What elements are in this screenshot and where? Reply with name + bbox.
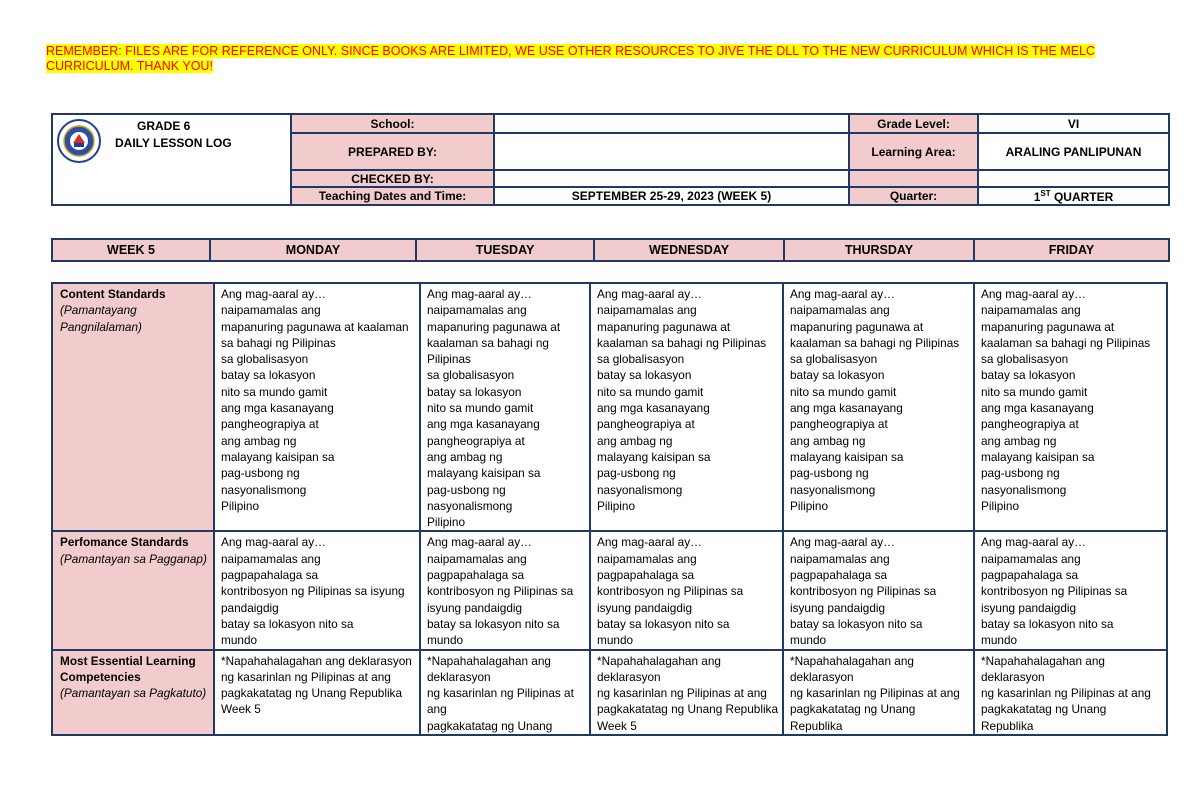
friday-cell: [974, 283, 1167, 531]
cell-line: mapanuring pagunawa at: [790, 319, 924, 334]
grade-title: GRADE 6: [137, 119, 191, 133]
title-cell: [52, 114, 291, 205]
quarter-superscript: ST: [1040, 188, 1051, 198]
cell-line: pagpapahalaga sa: [981, 568, 1079, 583]
header-table: [51, 113, 1170, 206]
cell-line: batay sa lokasyon: [597, 368, 692, 383]
cell-line: deklarasyon: [597, 669, 661, 684]
cell-line: nito sa mundo gamit: [221, 384, 328, 399]
wednesday-cell: [590, 531, 783, 649]
quarter-label: Quarter:: [849, 187, 978, 205]
cell-line: deklarasyon: [981, 669, 1045, 684]
cell-line: pag-usbong ng: [790, 466, 869, 481]
quarter-value: [978, 187, 1169, 205]
cell-line: kaalaman sa bahagi ng Pilipinas: [597, 335, 767, 350]
school-label: School:: [291, 114, 494, 133]
cell-line: pagpapahalaga sa: [427, 568, 525, 583]
cell-line: malayang kaisipan sa: [597, 449, 711, 464]
cell-line: Ang mag-aaral ay…: [981, 287, 1086, 301]
cell-line: kontribosyon ng Pilipinas sa: [790, 584, 937, 599]
cell-line: Pilipino: [981, 498, 1020, 513]
performance-standards-row: [52, 531, 1167, 649]
cell-line: mundo: [427, 633, 464, 648]
row-subtitle: (Pamantayan sa Pagganap): [60, 551, 207, 566]
monday-cell: [214, 650, 420, 735]
cell-line: kaalaman sa bahagi ng: [427, 335, 549, 350]
learning-area-value: ARALING PANLIPUNAN: [978, 133, 1169, 170]
row-title: Perfomance Standards: [60, 535, 189, 550]
row-subtitle: (Pamantayang Pangnilalaman): [60, 303, 142, 334]
monday-header: MONDAY: [210, 239, 416, 261]
cell-line: Pilipino: [790, 498, 829, 513]
cell-line: naipamamalas ang: [221, 551, 321, 566]
cell-line: pag-usbong ng: [427, 482, 506, 497]
cell-line: naipamamalas ang: [427, 551, 527, 566]
cell-line: mapanuring pagunawa at: [597, 319, 731, 334]
cell-line: deklarasyon: [427, 669, 491, 684]
cell-line: batay sa lokasyon nito sa: [427, 616, 560, 631]
cell-line: malayang kaisipan sa: [790, 449, 904, 464]
dates-label: Teaching Dates and Time:: [291, 187, 494, 205]
cell-line: naipamamalas ang: [597, 551, 697, 566]
cell-line: pagkakatatag ng Unang Republika: [597, 702, 779, 717]
cell-line: naipamamalas ang: [981, 551, 1081, 566]
cell-line: pangheograpiya at: [221, 417, 319, 432]
blank-value-cell: [978, 170, 1169, 187]
cell-line: sa globalisasyon: [790, 352, 878, 367]
cell-line: pag-usbong ng: [221, 466, 300, 481]
cell-line: pagpapahalaga sa: [597, 568, 695, 583]
thursday-cell: [783, 283, 974, 531]
cell-line: isyung pandaigdig: [790, 600, 886, 615]
cell-line: naipamamalas ang: [597, 303, 697, 318]
cell-line: pangheograpiya at: [981, 417, 1079, 432]
day-header-table: [51, 238, 1170, 262]
blank-label-cell: [849, 170, 978, 187]
week-header: WEEK 5: [52, 239, 210, 261]
cell-line: Pilipinas: [427, 352, 471, 367]
cell-line: mapanuring pagunawa at kaalaman: [221, 319, 409, 334]
friday-cell: [974, 531, 1167, 649]
cell-line: *Napahahalagahan ang: [981, 653, 1105, 668]
wednesday-cell: [590, 283, 783, 531]
cell-line: pagkakatatag ng Unang: [427, 718, 553, 733]
cell-line: nito sa mundo gamit: [981, 384, 1088, 399]
cell-line: pangheograpiya at: [427, 433, 525, 448]
cell-line: pag-usbong ng: [981, 466, 1060, 481]
cell-line: naipamamalas ang: [790, 551, 890, 566]
cell-line: Pilipino: [427, 515, 466, 530]
cell-line: ang mga kasanayang: [790, 401, 903, 416]
cell-line: nasyonalismong: [427, 498, 513, 513]
cell-line: nito sa mundo gamit: [427, 401, 534, 416]
cell-line: Pilipino: [597, 498, 636, 513]
wednesday-cell: [590, 650, 783, 735]
tuesday-cell: [420, 650, 590, 735]
cell-line: pangheograpiya at: [790, 417, 888, 432]
checked-by-label: CHECKED BY:: [291, 170, 494, 187]
cell-line: isyung pandaigdig: [981, 600, 1077, 615]
row-label: [52, 650, 214, 735]
cell-line: kontribosyon ng Pilipinas sa: [981, 584, 1128, 599]
monday-cell: [214, 531, 420, 649]
cell-line: sa bahagi ng Pilipinas: [221, 335, 336, 350]
cell-line: batay sa lokasyon: [427, 384, 522, 399]
prepared-by-value[interactable]: [494, 133, 849, 170]
cell-line: sa globalisasyon: [597, 352, 685, 367]
cell-line: batay sa lokasyon nito sa: [221, 616, 354, 631]
cell-line: Ang mag-aaral ay…: [427, 287, 532, 301]
competencies-row: [52, 650, 1167, 735]
cell-line: Ang mag-aaral ay…: [221, 287, 326, 301]
cell-line: pagkakatatag ng Unang: [981, 702, 1107, 717]
cell-line: Ang mag-aaral ay…: [221, 535, 326, 550]
monday-cell: [214, 283, 420, 531]
cell-line: batay sa lokasyon nito sa: [981, 616, 1114, 631]
cell-line: batay sa lokasyon: [221, 368, 316, 383]
cell-line: ang ambag ng: [597, 433, 673, 448]
cell-line: kaalaman sa bahagi ng Pilipinas: [790, 335, 960, 350]
cell-line: batay sa lokasyon: [790, 368, 885, 383]
cell-line: Pilipino: [221, 498, 260, 513]
cell-line: ang ambag ng: [981, 433, 1057, 448]
tuesday-cell: [420, 531, 590, 649]
learning-area-label: Learning Area:: [849, 133, 978, 170]
tuesday-cell: [420, 283, 590, 531]
tuesday-header: TUESDAY: [416, 239, 594, 261]
wednesday-header: WEDNESDAY: [594, 239, 784, 261]
cell-line: nasyonalismong: [981, 482, 1067, 497]
cell-line: Republika: [790, 718, 843, 733]
cell-line: mapanuring pagunawa at: [981, 319, 1115, 334]
row-title: Most Essential Learning Competencies: [60, 653, 196, 684]
cell-line: Ang mag-aaral ay…: [597, 535, 702, 550]
cell-line: ang mga kasanayang: [427, 417, 540, 432]
deped-seal-icon: [57, 119, 101, 163]
cell-line: batay sa lokasyon nito sa: [790, 616, 923, 631]
cell-line: Ang mag-aaral ay…: [790, 287, 895, 301]
cell-line: ng kasarinlan ng Pilipinas at: [427, 686, 574, 701]
cell-line: Ang mag-aaral ay…: [790, 535, 895, 550]
cell-line: nasyonalismong: [597, 482, 683, 497]
cell-line: isyung pandaigdig: [597, 600, 693, 615]
cell-line: ang mga kasanayang: [981, 401, 1094, 416]
friday-header: FRIDAY: [974, 239, 1169, 261]
cell-line: pagpapahalaga sa: [790, 568, 888, 583]
cell-line: sa globalisasyon: [221, 352, 309, 367]
row-title: Content Standards: [60, 287, 166, 301]
cell-line: nasyonalismong: [221, 482, 307, 497]
cell-line: ang: [427, 702, 447, 717]
cell-line: ng kasarinlan ng Pilipinas at ang: [597, 686, 767, 701]
cell-line: mundo: [221, 633, 258, 648]
cell-line: Week 5: [597, 718, 637, 733]
cell-line: pag-usbong ng: [597, 466, 676, 481]
content-standards-row: [52, 283, 1167, 531]
prepared-by-label: PREPARED BY:: [291, 133, 494, 170]
cell-line: mundo: [981, 633, 1018, 648]
cell-line: kaalaman sa bahagi ng Pilipinas: [981, 335, 1151, 350]
cell-line: pandaigdig: [221, 600, 279, 615]
cell-line: mundo: [790, 633, 827, 648]
cell-line: *Napahahalagahan ang deklarasyon: [221, 653, 412, 668]
cell-line: ng kasarinlan ng Pilipinas at ang: [221, 669, 391, 684]
cell-line: isyung pandaigdig: [427, 600, 523, 615]
cell-line: nito sa mundo gamit: [597, 384, 704, 399]
cell-line: Republika: [981, 718, 1034, 733]
checked-by-value[interactable]: [494, 170, 849, 187]
cell-line: Ang mag-aaral ay…: [981, 535, 1086, 550]
cell-line: pagkakatatag ng Unang: [790, 702, 916, 717]
lesson-grid: [51, 282, 1168, 736]
cell-line: *Napahahalagahan ang: [790, 653, 914, 668]
school-value[interactable]: [494, 114, 849, 133]
cell-line: mapanuring pagunawa at: [427, 319, 561, 334]
cell-line: batay sa lokasyon nito sa: [597, 616, 730, 631]
dates-value: SEPTEMBER 25-29, 2023 (WEEK 5): [494, 187, 849, 205]
cell-line: ang mga kasanayang: [221, 401, 334, 416]
cell-line: malayang kaisipan sa: [427, 466, 541, 481]
cell-line: ang ambag ng: [221, 433, 297, 448]
cell-line: *Napahahalagahan ang: [427, 653, 551, 668]
cell-line: sa globalisasyon: [981, 352, 1069, 367]
cell-line: naipamamalas ang: [790, 303, 890, 318]
cell-line: pagpapahalaga sa: [221, 568, 319, 583]
grade-level-value: VI: [978, 114, 1169, 133]
friday-cell: [974, 650, 1167, 735]
cell-line: ang ambag ng: [790, 433, 866, 448]
cell-line: kontribosyon ng Pilipinas sa isyung: [221, 584, 405, 599]
cell-line: nito sa mundo gamit: [790, 384, 897, 399]
cell-line: ang mga kasanayang: [597, 401, 710, 416]
cell-line: kontribosyon ng Pilipinas sa: [597, 584, 744, 599]
cell-line: Ang mag-aaral ay…: [597, 287, 702, 301]
quarter-number: 1: [1033, 189, 1041, 204]
cell-line: deklarasyon: [790, 669, 854, 684]
cell-line: naipamamalas ang: [427, 303, 527, 318]
cell-line: Ang mag-aaral ay…: [427, 535, 532, 550]
cell-line: Week 5: [221, 702, 261, 717]
row-subtitle: (Pamantayan sa Pagkatuto): [60, 686, 207, 701]
thursday-header: THURSDAY: [784, 239, 974, 261]
row-label: [52, 283, 214, 531]
cell-line: batay sa lokasyon: [981, 368, 1076, 383]
cell-line: naipamamalas ang: [981, 303, 1081, 318]
cell-line: sa globalisasyon: [427, 368, 515, 383]
cell-line: *Napahahalagahan ang: [597, 653, 721, 668]
reminder-text: REMEMBER: FILES ARE FOR REFERENCE ONLY. SINCE BOOKS ARE LIMITED, WE USE OTHER RESOURCES TO JIVE THE DLL TO THE NEW CURRICULUM WHICH IS THE MELC CURRICULUM. THANK YOU!: [46, 44, 1096, 73]
cell-line: naipamamalas ang: [221, 303, 321, 318]
cell-line: mundo: [597, 633, 634, 648]
cell-line: ng kasarinlan ng Pilipinas at ang: [981, 686, 1151, 701]
cell-line: kontribosyon ng Pilipinas sa: [427, 584, 574, 599]
thursday-cell: [783, 650, 974, 735]
row-label: [52, 531, 214, 649]
reminder-notice: [46, 44, 1156, 74]
cell-line: ng kasarinlan ng Pilipinas at ang: [790, 686, 960, 701]
log-title: DAILY LESSON LOG: [115, 136, 232, 150]
cell-line: ang ambag ng: [427, 449, 503, 464]
cell-line: pagkakatatag ng Unang Republika: [221, 686, 403, 701]
cell-line: nasyonalismong: [790, 482, 876, 497]
thursday-cell: [783, 531, 974, 649]
cell-line: malayang kaisipan sa: [981, 449, 1095, 464]
quarter-word: QUARTER: [1050, 189, 1114, 204]
cell-line: pangheograpiya at: [597, 417, 695, 432]
cell-line: malayang kaisipan sa: [221, 449, 335, 464]
grade-level-label: Grade Level:: [849, 114, 978, 133]
